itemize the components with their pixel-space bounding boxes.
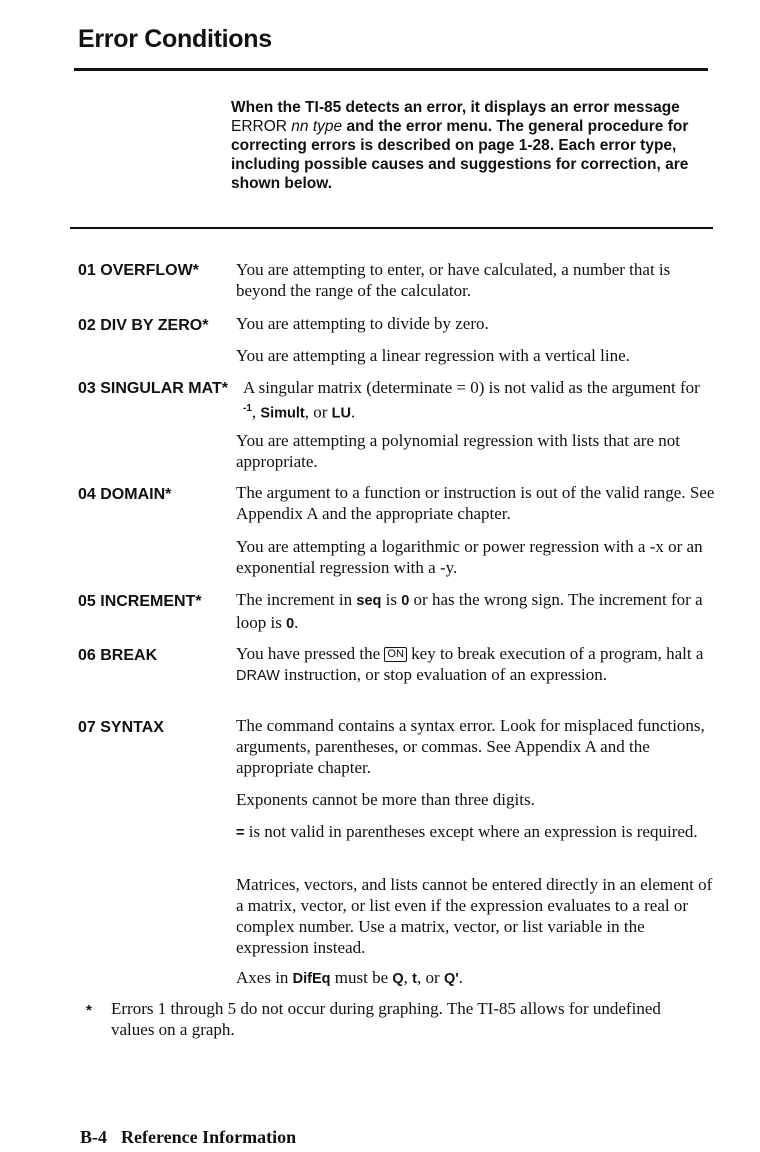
error-desc-syntax-5: Axes in DifEq must be Q, t, or Q'. bbox=[236, 968, 463, 987]
error-desc-domain-2: You are attempting a logarithmic or power regression with a -x or an exponential regression with a -y. bbox=[236, 537, 703, 577]
error-desc-domain-1: The argument to a function or instruction is out of the valid range. See Appendix A and the appropriate chapter. bbox=[236, 483, 715, 523]
footnote-marker: * bbox=[86, 1002, 92, 1019]
intro-text-2: and the error menu. The general procedure for correcting errors is described on page 1-28. Each error type, including possible causes and suggestions for correction, are shown below. bbox=[231, 118, 689, 192]
footnote bbox=[86, 998, 706, 1040]
intro-paragraph bbox=[231, 98, 721, 193]
error-desc-syntax-2: Exponents cannot be more than three digits. bbox=[236, 790, 535, 809]
error-label-syntax: 07 SYNTAX bbox=[78, 719, 164, 736]
error-desc-syntax-1: The command contains a syntax error. Look for misplaced functions, arguments, parentheses, or commas. See Appendix A and the appropriate chapter. bbox=[236, 716, 705, 777]
error-desc-syntax-4: Matrices, vectors, and lists cannot be entered directly in an element of a matrix, vector, or list even if the expression evaluates to a real or complex number. Use a matrix, vector, or list variable in the expression instead. bbox=[236, 875, 713, 957]
error-desc-div-by-zero-1: You are attempting to divide by zero. bbox=[236, 314, 489, 333]
intro-error-word: ERROR bbox=[231, 118, 292, 135]
error-label-div-by-zero: 02 DIV BY ZERO* bbox=[78, 317, 209, 334]
error-desc-increment: The increment in seq is 0 or has the wrong sign. The increment for a loop is 0. bbox=[236, 590, 703, 632]
error-label-increment: 05 INCREMENT* bbox=[78, 593, 202, 610]
title-rule bbox=[74, 68, 708, 71]
error-label-domain: 04 DOMAIN* bbox=[78, 486, 172, 503]
section-name: Reference Information bbox=[121, 1127, 297, 1147]
error-desc-singular-mat-2: You are attempting a polynomial regression with lists that are not appropriate. bbox=[236, 431, 680, 471]
on-key-icon: ON bbox=[384, 647, 407, 662]
footnote-text: Errors 1 through 5 do not occur during graphing. The TI-85 allows for undefined values on a graph. bbox=[111, 999, 661, 1039]
page-title: Error Conditions bbox=[78, 25, 272, 53]
error-desc-div-by-zero-2: You are attempting a linear regression with a vertical line. bbox=[236, 346, 630, 365]
intro-nn-type: nn type bbox=[291, 118, 343, 135]
page-number: B-4 bbox=[80, 1127, 107, 1147]
error-desc-singular-mat-1: A singular matrix (determinate = 0) is not valid as the argument for $^{-1}$, Simult, or LU. bbox=[243, 378, 700, 422]
error-desc-overflow: You are attempting to enter, or have calculated, a number that is beyond the range of the calculator. bbox=[236, 260, 671, 300]
error-desc-syntax-3: = is not valid in parentheses except where an expression is required. bbox=[236, 822, 698, 841]
error-desc-break: You have pressed the ON key to break execution of a program, halt a DRAW instruction, or stop evaluation of an expression. bbox=[236, 644, 704, 684]
page-footer bbox=[80, 1127, 296, 1148]
error-label-overflow: 01 OVERFLOW* bbox=[78, 262, 199, 279]
error-label-break: 06 BREAK bbox=[78, 647, 158, 664]
error-label-singular-mat: 03 SINGULAR MAT* bbox=[78, 380, 228, 397]
intro-text-1: When the TI-85 detects an error, it displays an error message bbox=[231, 99, 680, 116]
section-rule bbox=[70, 227, 713, 229]
